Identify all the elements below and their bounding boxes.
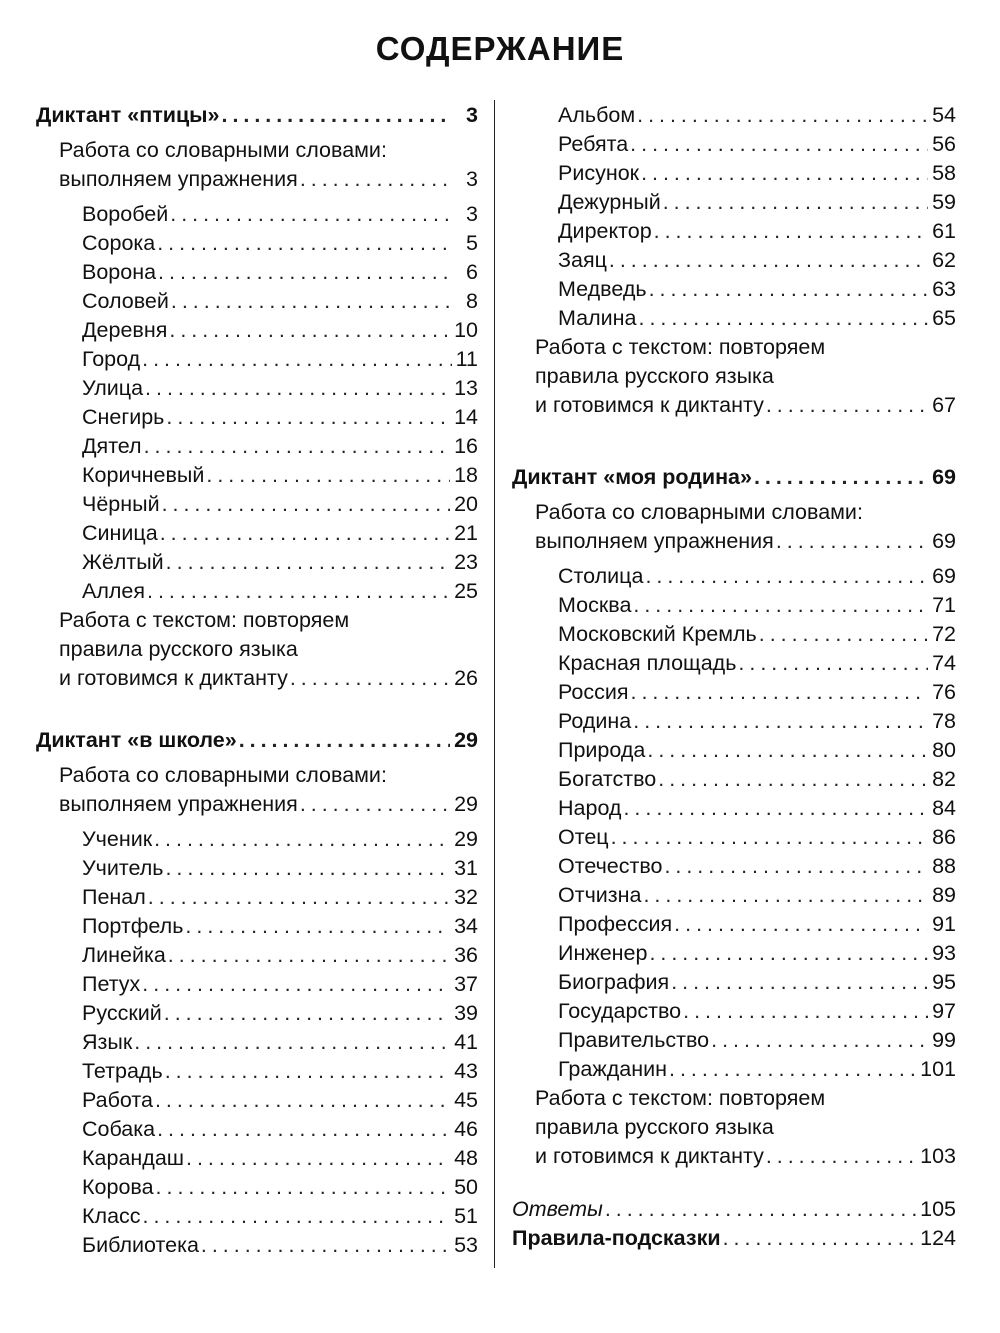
toc-word-entry[interactable]: [36, 316, 478, 345]
text-work-line-2: правила русского языка: [59, 637, 298, 661]
toc-word-entry[interactable]: [36, 200, 478, 229]
toc-word-entry[interactable]: [36, 1231, 478, 1260]
toc-word-entry[interactable]: [36, 490, 478, 519]
word-label: Линейка: [82, 943, 166, 967]
word-label: Снегирь: [82, 405, 165, 429]
toc-right-column: [512, 101, 956, 1253]
word-label: Чёрный: [82, 492, 160, 516]
page-number: 39: [454, 1001, 478, 1025]
page-number: 89: [932, 883, 956, 907]
toc-word-entry[interactable]: [36, 229, 478, 258]
toc-word-entry[interactable]: [36, 912, 478, 941]
toc-word-entry[interactable]: [512, 101, 956, 130]
page-number: 29: [454, 827, 478, 851]
page-number: 69: [932, 564, 956, 588]
toc-word-entry[interactable]: [512, 794, 956, 823]
page-number: 65: [932, 306, 956, 330]
page-number: 10: [454, 318, 478, 342]
toc-word-entry[interactable]: [512, 939, 956, 968]
word-label: Народ: [558, 796, 622, 820]
page-number: 48: [454, 1146, 478, 1170]
toc-word-entry[interactable]: [512, 910, 956, 939]
word-label: Родина: [558, 709, 632, 733]
word-label: Дежурный: [558, 190, 661, 214]
toc-entry-dictation-prep[interactable]: и готовимся к диктанту . . . 103: [512, 1142, 956, 1171]
toc-word-entry[interactable]: [512, 188, 956, 217]
page-number: 20: [454, 492, 478, 516]
toc-entry-exercises[interactable]: выполняем упражнения . . . 3: [36, 165, 478, 194]
column-divider: [494, 100, 495, 1268]
toc-word-entry[interactable]: [36, 970, 478, 999]
word-label: Правительство: [558, 1028, 710, 1052]
toc-word-entry[interactable]: [512, 997, 956, 1026]
word-list-school-part2: [512, 101, 956, 333]
toc-word-entry[interactable]: [36, 1144, 478, 1173]
text-work-line-2: правила русского языка: [535, 1115, 774, 1139]
text-work-line-1: Работа с текстом: повторяем: [59, 608, 350, 632]
page-number: 43: [454, 1059, 478, 1083]
toc-word-entry[interactable]: [512, 649, 956, 678]
page-number: 50: [454, 1175, 478, 1199]
toc-left-column: [36, 101, 478, 1260]
word-label: Карандаш: [82, 1146, 185, 1170]
page-number: 80: [932, 738, 956, 762]
word-label: Москва: [558, 593, 632, 617]
page-title: СОДЕРЖАНИЕ: [375, 30, 625, 67]
page-number: 46: [454, 1117, 478, 1141]
toc-word-entry[interactable]: [512, 852, 956, 881]
toc-word-entry[interactable]: [36, 1115, 478, 1144]
page-number: 72: [932, 622, 956, 646]
toc-word-entry[interactable]: [512, 881, 956, 910]
page-number: 36: [454, 943, 478, 967]
word-label: Заяц: [558, 248, 607, 272]
page-number: 53: [454, 1233, 478, 1257]
toc-word-entry[interactable]: [36, 461, 478, 490]
word-label: Малина: [558, 306, 637, 330]
toc-word-entry[interactable]: [512, 678, 956, 707]
word-label: Тетрадь: [82, 1059, 163, 1083]
toc-word-entry[interactable]: [36, 825, 478, 854]
toc-entry-exercises[interactable]: выполняем упражнения . . . 29: [36, 790, 478, 819]
word-label: Ученик: [82, 827, 153, 851]
page-number: 101: [920, 1057, 956, 1081]
page-number: 78: [932, 709, 956, 733]
toc-word-entry[interactable]: [512, 765, 956, 794]
word-label: Жёлтый: [82, 550, 164, 574]
word-label: Пенал: [82, 885, 146, 909]
toc-word-entry[interactable]: [36, 345, 478, 374]
word-label: Город: [82, 347, 141, 371]
toc-word-entry[interactable]: [512, 823, 956, 852]
page-number: 18: [454, 463, 478, 487]
word-label: Дятел: [82, 434, 142, 458]
toc-word-entry[interactable]: [512, 968, 956, 997]
word-label: Класс: [82, 1204, 141, 1228]
word-label: Портфель: [82, 914, 184, 938]
toc-word-entry[interactable]: [36, 403, 478, 432]
toc-word-entry[interactable]: [36, 287, 478, 316]
word-label: Инженер: [558, 941, 648, 965]
word-label: Ребята: [558, 132, 629, 156]
page-number: 41: [454, 1030, 478, 1054]
page-number: 82: [932, 767, 956, 791]
toc-word-entry[interactable]: [512, 707, 956, 736]
word-label: Гражданин: [558, 1057, 667, 1081]
page-number: 95: [932, 970, 956, 994]
word-label: Красная площадь: [558, 651, 737, 675]
page-number: 59: [932, 190, 956, 214]
section-heading-school[interactable]: Диктант «в школе» . . . 29: [36, 726, 478, 755]
word-list-school-part1: [36, 825, 478, 1260]
word-label: Коричневый: [82, 463, 205, 487]
toc-entry-answers[interactable]: Ответы . . . 105: [512, 1195, 956, 1224]
word-label: Столица: [558, 564, 644, 588]
page-number: 62: [932, 248, 956, 272]
page-number: 6: [466, 260, 478, 284]
word-label: Богатство: [558, 767, 657, 791]
toc-word-entry[interactable]: [36, 883, 478, 912]
word-list-birds: [36, 200, 478, 606]
toc-word-entry[interactable]: [512, 304, 956, 333]
page-number: 88: [932, 854, 956, 878]
toc-word-entry[interactable]: [36, 1086, 478, 1115]
page-number: 84: [932, 796, 956, 820]
page-number: 11: [455, 347, 478, 371]
page-number: 45: [454, 1088, 478, 1112]
toc-word-entry[interactable]: [36, 1057, 478, 1086]
word-label: Сорока: [82, 231, 156, 255]
page-number: 34: [454, 914, 478, 938]
word-label: Собака: [82, 1117, 156, 1141]
word-label: Россия: [558, 680, 629, 704]
word-label: Природа: [558, 738, 646, 762]
page-number: 99: [932, 1028, 956, 1052]
page-number: 8: [466, 289, 478, 313]
page-number: 86: [932, 825, 956, 849]
page-number: 97: [932, 999, 956, 1023]
page-number: 13: [454, 376, 478, 400]
word-label: Аллея: [82, 579, 146, 603]
word-label: Медведь: [558, 277, 647, 301]
word-label: Русский: [82, 1001, 162, 1025]
word-label: Улица: [82, 376, 144, 400]
page-number: 54: [932, 103, 956, 127]
page-number: 16: [454, 434, 478, 458]
page-number: 31: [454, 856, 478, 880]
page-number: 93: [932, 941, 956, 965]
word-label: Отечество: [558, 854, 663, 878]
work-words-line: Работа со словарными словами:: [59, 138, 387, 162]
toc-word-entry[interactable]: [512, 620, 956, 649]
section-heading-homeland[interactable]: Диктант «моя родина» . . . 69: [512, 463, 956, 492]
page-number: 61: [932, 219, 956, 243]
toc-word-entry[interactable]: [36, 941, 478, 970]
page-number: 32: [454, 885, 478, 909]
word-label: Альбом: [558, 103, 636, 127]
toc-word-entry[interactable]: [36, 519, 478, 548]
toc-word-entry[interactable]: [36, 548, 478, 577]
word-label: Московский Кремль: [558, 622, 757, 646]
word-label: Работа: [82, 1088, 153, 1112]
word-label: Ворона: [82, 260, 157, 284]
toc-word-entry[interactable]: [512, 562, 956, 591]
toc-word-entry[interactable]: [512, 736, 956, 765]
word-label: Биография: [558, 970, 670, 994]
word-label: Учитель: [82, 856, 164, 880]
toc-word-entry[interactable]: [512, 246, 956, 275]
page-number: 25: [454, 579, 478, 603]
toc-word-entry[interactable]: [512, 159, 956, 188]
toc-word-entry[interactable]: [512, 130, 956, 159]
page-number: 37: [454, 972, 478, 996]
toc-entry-exercises[interactable]: выполняем упражнения . . . 69: [512, 527, 956, 556]
page-number: 76: [932, 680, 956, 704]
word-label: Соловей: [82, 289, 169, 313]
toc-entry-dictation-prep[interactable]: и готовимся к диктанту . . . 26: [36, 664, 478, 693]
word-label: Язык: [82, 1030, 133, 1054]
page-number: 3: [466, 202, 478, 226]
page-number: 63: [932, 277, 956, 301]
text-work-line-1: Работа с текстом: повторяем: [535, 1086, 826, 1110]
word-label: Рисунок: [558, 161, 640, 185]
word-label: Директор: [558, 219, 652, 243]
work-words-line: Работа со словарными словами:: [535, 500, 863, 524]
page-number: 51: [454, 1204, 478, 1228]
page-number: 71: [932, 593, 956, 617]
word-label: Государство: [558, 999, 682, 1023]
toc-word-entry[interactable]: [36, 854, 478, 883]
word-list-homeland: [512, 562, 956, 1084]
toc-entry-rules[interactable]: Правила-подсказки . . . 124: [512, 1224, 956, 1253]
work-words-line: Работа со словарными словами:: [59, 763, 387, 787]
page-number: 74: [932, 651, 956, 675]
toc-word-entry[interactable]: [512, 217, 956, 246]
toc-word-entry[interactable]: [36, 1173, 478, 1202]
toc-word-entry[interactable]: [512, 275, 956, 304]
page-number: 56: [932, 132, 956, 156]
page-number: 23: [454, 550, 478, 574]
toc-entry-dictation-prep[interactable]: и готовимся к диктанту . . . 67: [512, 391, 956, 420]
page-number: 14: [454, 405, 478, 429]
toc-word-entry[interactable]: [36, 432, 478, 461]
word-label: Корова: [82, 1175, 154, 1199]
word-label: Отец: [558, 825, 609, 849]
word-label: Библиотека: [82, 1233, 199, 1257]
toc-word-entry[interactable]: [36, 374, 478, 403]
word-label: Деревня: [82, 318, 168, 342]
word-label: Профессия: [558, 912, 673, 936]
page-number: 58: [932, 161, 956, 185]
word-label: Отчизна: [558, 883, 642, 907]
toc-word-entry[interactable]: [36, 1202, 478, 1231]
word-label: Воробей: [82, 202, 169, 226]
toc-word-entry[interactable]: [36, 1028, 478, 1057]
page-number: 5: [466, 231, 478, 255]
toc-word-entry[interactable]: [512, 1055, 956, 1084]
toc-word-entry[interactable]: [512, 591, 956, 620]
word-label: Синица: [82, 521, 158, 545]
toc-word-entry[interactable]: [36, 577, 478, 606]
text-work-line-2: правила русского языка: [535, 364, 774, 388]
page-number: 21: [454, 521, 478, 545]
section-heading-birds[interactable]: Диктант «птицы» . . . 3: [36, 101, 478, 130]
word-label: Петух: [82, 972, 141, 996]
text-work-line-1: Работа с текстом: повторяем: [535, 335, 826, 359]
page-number: 91: [932, 912, 956, 936]
toc-word-entry[interactable]: [512, 1026, 956, 1055]
toc-word-entry[interactable]: [36, 258, 478, 287]
toc-word-entry[interactable]: [36, 999, 478, 1028]
